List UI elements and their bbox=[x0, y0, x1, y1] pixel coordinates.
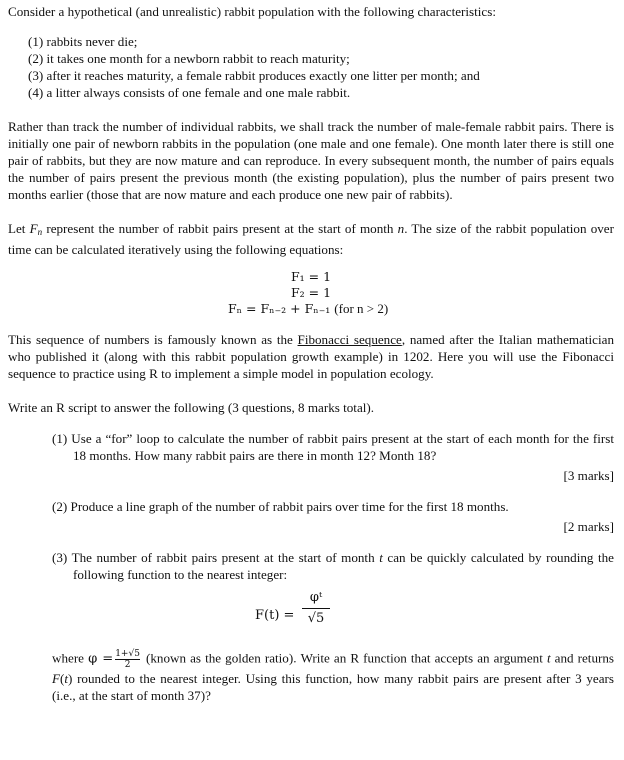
question-3-where-text: where $\varphi = \frac{1+√5}{2}$ (known as the golden ratio). Write an R function that accepts an argument t and returns F(t) rounded to the nearest integer. Using this function, how many rabbit pairs are present after 3 years (i.e., at the start of month 37)? bbox=[52, 649, 614, 703]
formula-numerator: φᵗ bbox=[309, 590, 323, 605]
equation-condition: (for n > 2) bbox=[334, 301, 389, 316]
question-3-text: (3) The number of rabbit pairs present at the start of month t can be quickly calculated by rounding the following function to the nearest integer: bbox=[52, 550, 614, 582]
question-3 bbox=[52, 549, 614, 704]
fibonacci-sequence-link[interactable]: Fibonacci sequence bbox=[297, 332, 402, 347]
question-2-text: (2) Produce a line graph of the number of rabbit pairs over time for the first 18 months. bbox=[52, 499, 509, 514]
question-1-marks: [3 marks] bbox=[563, 468, 614, 483]
equation-recurrence: Fₙ = Fₙ₋₂ + Fₙ₋₁ (for n > 2) bbox=[228, 301, 389, 316]
paragraph-let-fn: Let Fn represent the number of rabbit pairs present at the start of month n. The size of the rabbit population over time can be calculated iteratively using the following equations: bbox=[8, 221, 614, 257]
document-page bbox=[8, 3, 614, 704]
formula-fraction bbox=[302, 589, 330, 627]
golden-ratio-formula bbox=[8, 587, 614, 643]
question-2-marks: [2 marks] bbox=[563, 519, 614, 534]
question-2 bbox=[52, 498, 614, 535]
question-1-text: (1) Use a “for” loop to calculate the number of rabbit pairs present at the start of each month for the first 18 months. How many rabbit pairs are there in month 12? Month 18? bbox=[52, 431, 614, 463]
intro-text: Consider a hypothetical (and unrealistic) rabbit population with the following characteristics: bbox=[8, 4, 496, 19]
formula-denominator: √5 bbox=[307, 611, 325, 626]
task-instructions: Write an R script to answer the following (3 questions, 8 marks total). bbox=[8, 400, 375, 415]
question-1 bbox=[52, 430, 614, 484]
equation-f1: F₁ = 1 bbox=[291, 269, 332, 284]
formula-lhs: F(t) = bbox=[255, 608, 295, 623]
paragraph-track-pairs: Rather than track the number of individual rabbits, we shall track the number of male-female rabbit pairs. There is initially one pair of newborn rabbits in the population (one male and one female). One month later there is still one pair of rabbits, but they are now mature and can reproduce. In every subsequent month, the number of pairs equals the number of pairs present the previous month (the existing population), plus the number of pairs present two months earlier (those that are now mature and each produce one new pair of rabbits). bbox=[8, 119, 614, 202]
characteristics-list bbox=[28, 33, 614, 101]
list-item: (4) a litter always consists of one female and one male rabbit. bbox=[28, 85, 351, 100]
list-item: (2) it takes one month for a newborn rabbit to reach maturity; bbox=[28, 51, 350, 66]
fibonacci-equations bbox=[8, 268, 614, 316]
equation-f2: F₂ = 1 bbox=[291, 285, 332, 300]
list-item: (3) after it reaches maturity, a female rabbit produces exactly one litter per month; and bbox=[28, 68, 480, 83]
phi-fraction: $\frac{1+√5}{2}$ bbox=[115, 649, 140, 670]
paragraph-fibonacci: This sequence of numbers is famously known as the Fibonacci sequence, named after the Italian mathematician who published it (along with this rabbit population growth example) in 1202. Here you will use the Fibonacci sequence to practice using R to implement a simple model in population ecology. bbox=[8, 332, 614, 381]
list-item: (1) rabbits never die; bbox=[28, 34, 138, 49]
